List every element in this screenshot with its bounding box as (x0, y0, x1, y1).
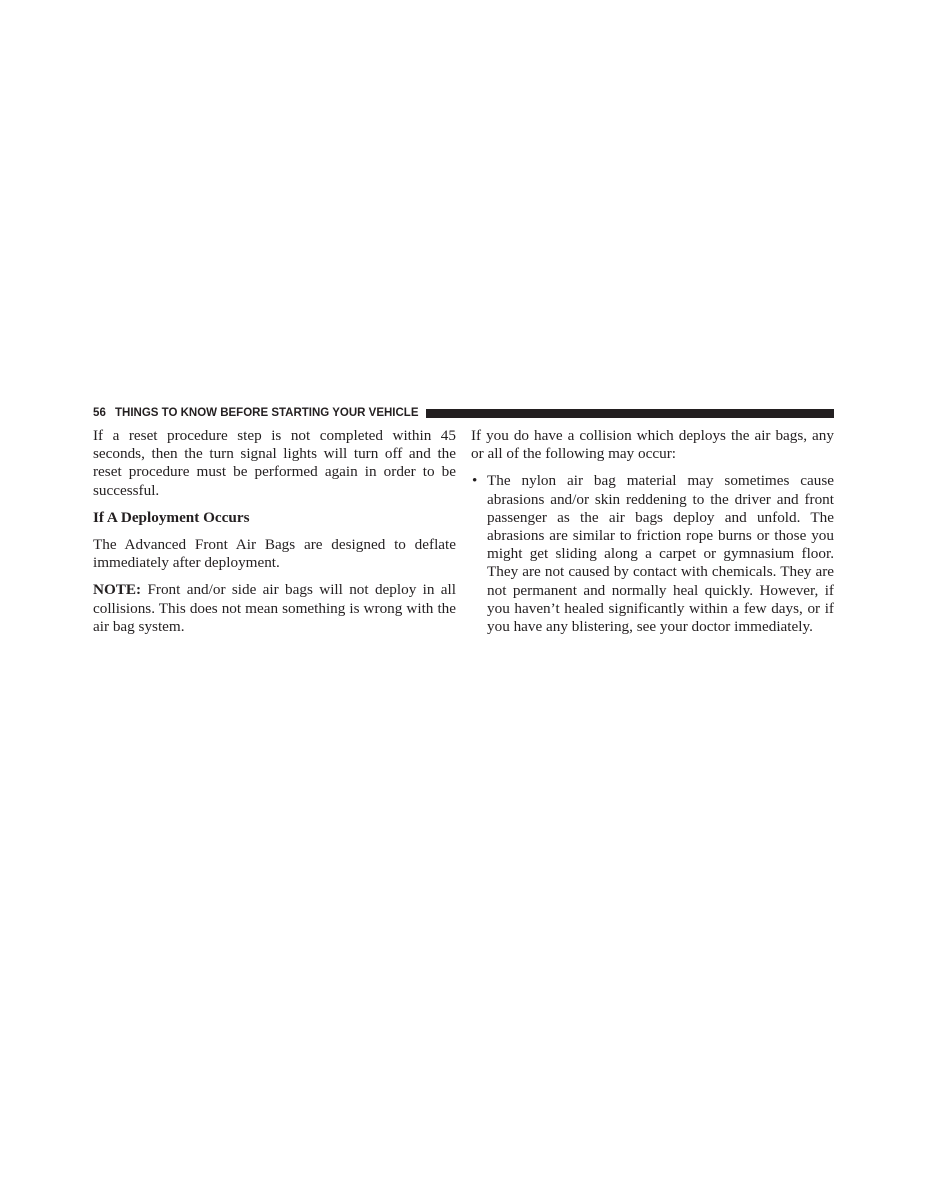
list-item-text: The nylon air bag material may sometimes cause abrasions and/or skin reddening to the driver and front passenger as the air bags deploy and unfold. The abrasions are similar to friction rope burns or those you might get sliding along a carpet or gymnasium floor. They are not caused by contact with chemicals. They are not permanent and normally heal quickly. However, if you haven’t healed significantly within a few days, or if you have any blistering, see your doctor immediately. (487, 472, 834, 636)
note-text: Front and/or side air bags will not deploy in all collisions. This does not mean something is wrong with the air bag system. (93, 581, 456, 635)
list-item (471, 472, 834, 636)
note-paragraph (93, 581, 456, 636)
reset-procedure-paragraph: If a reset procedure step is not completed within 45 seconds, then the turn signal lights will turn off and the reset procedure must be performed again in order to be successful. (93, 427, 456, 499)
page-header (93, 405, 834, 421)
note-label: NOTE: (93, 581, 142, 599)
deflate-paragraph: The Advanced Front Air Bags are designed to deflate immediately after deployment. (93, 536, 456, 572)
page-number: 56 (93, 407, 106, 419)
collision-intro-paragraph: If you do have a collision which deploys the air bags, any or all of the following may occur: (471, 427, 834, 463)
bullet-icon: • (472, 472, 478, 490)
right-column (471, 427, 834, 636)
left-column (93, 427, 456, 645)
deployment-heading: If A Deployment Occurs (93, 508, 250, 526)
section-title: THINGS TO KNOW BEFORE STARTING YOUR VEHICLE (115, 407, 419, 419)
header-rule (426, 409, 835, 418)
effects-list (471, 472, 834, 636)
